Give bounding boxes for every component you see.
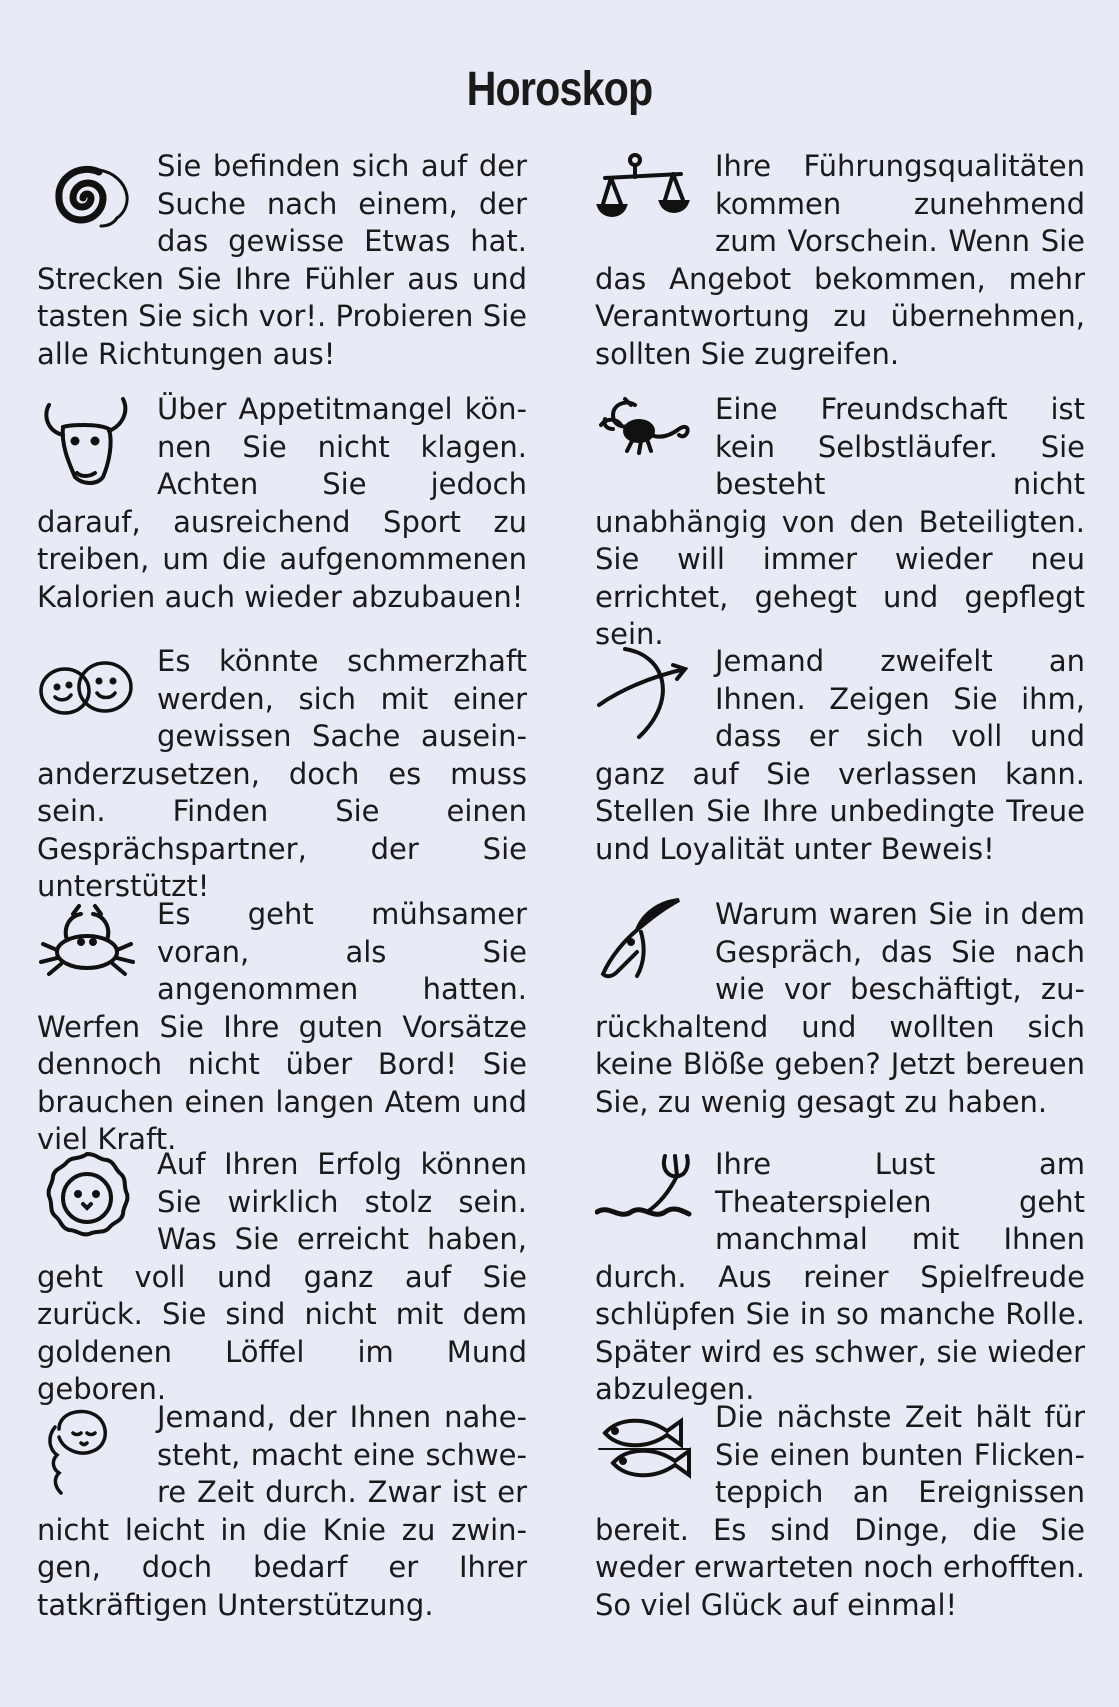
pisces-fish-icon — [595, 1399, 705, 1499]
horoscope-entry-gemini: Es könnte schmerzhaft werden, sich mit einer gewissen Sache auseinanderzusetzen, doch es muss sein. Finden Sie einen Gesprächspartner, der Sie unterstützt! — [37, 644, 527, 903]
horoscope-entry-sagittarius: Jemand zweifelt an Ihnen. Zeigen Sie ihm, dass er sich voll und ganz auf Sie verlassen kann. Stellen Sie Ihre unbedingte Treue und Loyalität unter Beweis! — [595, 644, 1085, 866]
capricorn-goat-icon — [595, 896, 705, 996]
cancer-crab-icon — [37, 896, 147, 996]
leo-lion-icon — [37, 1146, 147, 1246]
libra-scales-icon — [595, 148, 705, 248]
gemini-twins-icon — [37, 643, 147, 743]
horoscope-entry-libra: Ihre Führungsqualitäten kommen zunehmend zum Vorschein. Wenn Sie das Angebot bekommen, mehr Verantwortung zu übernehmen, sollten Sie zugreifen. — [595, 149, 1085, 371]
horoscope-entry-aries: Sie befinden sich auf der Suche nach einem, der das gewisse Etwas hat. Strecken Sie Ihre Fühler aus und tasten Sie sich vor!. Probieren Sie alle Richtungen aus! — [37, 149, 527, 371]
aquarius-trident-icon — [595, 1146, 705, 1246]
horoscope-entry-virgo: Jemand, der Ihnen nahesteht, macht eine schwere Zeit durch. Zwar ist er nicht leicht in die Knie zu zwingen, doch bedarf er Ihrer tatkräftigen Unterstützung. — [37, 1400, 527, 1622]
horoscope-entry-cancer: Es geht mühsamer voran, als Sie angenommen hatten. Werfen Sie Ihre guten Vorsätze dennoch nicht über Bord! Sie brauchen einen langen Atem und viel Kraft. — [37, 897, 527, 1156]
aries-ram-icon — [37, 148, 147, 248]
sagittarius-bow-icon — [595, 643, 705, 743]
page-title: Horoskop — [466, 63, 653, 117]
horoscope-entry-taurus: Über Appetitmangel können Sie nicht klagen. Achten Sie jedoch darauf, ausreichend Sport zu treiben, um die aufgenommenen Kalorien auch wieder abzubauen! — [37, 392, 527, 614]
horoscope-entry-leo: Auf Ihren Erfolg können Sie wirklich stolz sein. Was Sie erreicht haben, geht voll und ganz auf Sie zurück. Sie sind nicht mit dem goldenen Löffel im Mund geboren. — [37, 1147, 527, 1406]
horoscope-entry-pisces: Die nächste Zeit hält für Sie einen bunten Flickenteppich an Ereignissen bereit. Es sind Dinge, die Sie weder erwarteten noch erhofften. So viel Glück auf einmal! — [595, 1400, 1085, 1622]
taurus-bull-icon — [37, 391, 147, 491]
horoscope-entry-aquarius: Ihre Lust am Theaterspielen geht manchmal mit Ihnen durch. Aus reiner Spielfreude schlüpfen Sie in so manche Rolle. Später wird es schwer, sie wieder abzulegen. — [595, 1147, 1085, 1406]
scorpio-scorpion-icon — [595, 391, 705, 491]
left-column — [37, 148, 527, 1622]
virgo-maiden-icon — [37, 1399, 147, 1499]
horoscope-entry-scorpio: Eine Freundschaft ist kein Selbstläufer. Sie besteht nicht unabhängig von den Beteiligten. Sie will immer wieder neu errichtet, gehegt und gepflegt sein. — [595, 392, 1085, 651]
horoscope-entry-capricorn: Warum waren Sie in dem Gespräch, das Sie nach wie vor beschäftigt, zurückhaltend und wollten sich keine Blöße geben? Jetzt bereuen Sie, zu wenig gesagt zu haben. — [595, 897, 1085, 1119]
right-column — [595, 148, 1085, 1622]
